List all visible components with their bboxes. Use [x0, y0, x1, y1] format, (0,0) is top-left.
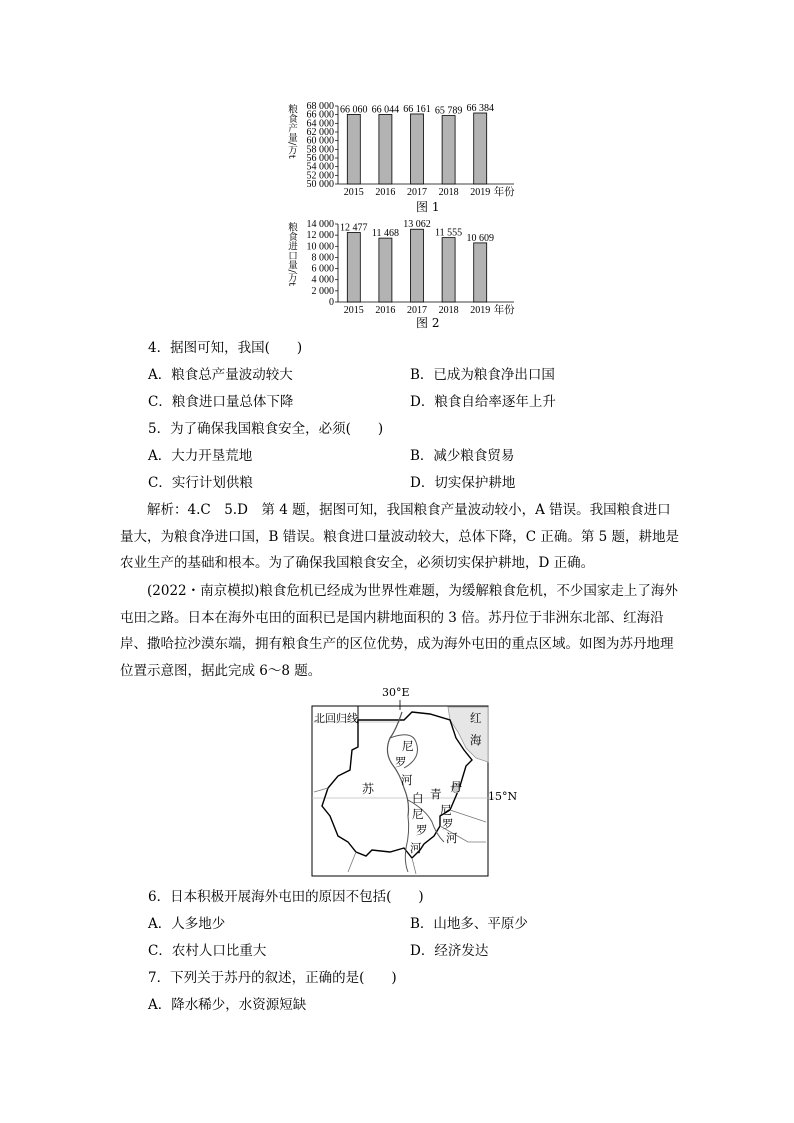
- figure-1: [282, 96, 542, 216]
- map-longitude-label: 30°E: [382, 686, 410, 699]
- figure-2-y-tick-label: 14 000: [306, 219, 334, 230]
- figure-2-y-tick-label: 2 000: [311, 285, 334, 297]
- question-6-stem: 6．日本积极开展海外屯田的原因不包括( ): [148, 889, 424, 905]
- question-4-option-c: C．粮食进口量总体下降: [148, 394, 294, 410]
- figure-1-y-tick-label: 68 000: [306, 101, 334, 112]
- figure-1-x-tick-label: 2017: [407, 187, 427, 198]
- intro-paragraph: (2022・南京模拟)粮食危机已经成为世界性难题，为缓解粮食危机，不少国家走上了海外屯田之路。日本在海外屯田的面积已是国内耕地面积的 3 倍。苏丹位于非洲东北部、红海沿岸、撒哈拉沙漠东端，拥有粮食生产的区位优势，成为海外屯田的重点区域。如图为苏丹地理位置示意图，据此完成 6～8 题。: [120, 583, 678, 679]
- figure-2-x-axis-label: 年份: [493, 305, 515, 316]
- figure-1-bar-value-label: 65 789: [434, 105, 463, 117]
- figure-2-x-tick-label: 2017: [407, 305, 427, 316]
- figure-1-chart: [282, 96, 542, 200]
- question-5-option-c: C．实行计划供粮: [148, 475, 253, 491]
- question-5-option-b: B．减少粮食贸易: [410, 448, 515, 464]
- figure-1-y-tick-label: 60 000: [306, 135, 334, 147]
- figure-1-y-tick-label: 58 000: [306, 144, 334, 156]
- figure-2-bar-value-label: 10 609: [466, 232, 494, 244]
- figure-2-chart: [282, 214, 542, 318]
- question-4-stem: 4．据图可知，我国( ): [148, 340, 303, 356]
- map-blue-nile-4: 河: [446, 831, 458, 845]
- map-white-nile-3: 罗: [416, 823, 428, 837]
- figure-1-bar: [474, 113, 487, 184]
- question-6-option-b: B．山地多、平原少: [410, 916, 528, 932]
- map-white-nile-1: 白: [412, 791, 424, 805]
- question-4-option-b: B．已成为粮食净出口国: [410, 367, 555, 383]
- figure-2-bar-value-label: 13 062: [403, 219, 431, 231]
- figure-2-bar: [379, 238, 392, 302]
- map-latitude-label: 15°N: [488, 790, 518, 803]
- question-5-stem: 5．为了确保我国粮食安全，必须( ): [148, 421, 384, 437]
- figure-2-bar: [347, 232, 360, 302]
- map-sudan-2: 丹: [450, 780, 463, 794]
- figure-1-x-axis-label: 年份: [493, 187, 515, 198]
- figure-1-caption: 图 1: [416, 200, 440, 214]
- figure-1-x-tick-label: 2018: [438, 187, 459, 198]
- figure-2-y-tick-label: 8 000: [311, 252, 334, 264]
- figure-1-y-tick-label: 56 000: [306, 153, 334, 164]
- figure-2-y-tick-label: 12 000: [306, 230, 334, 242]
- figure-2-ylabel: 粮食进口量/万t: [286, 222, 297, 287]
- figure-2-y-tick-label: 4 000: [311, 274, 334, 286]
- figure-2-x-tick-label: 2016: [375, 305, 396, 316]
- question-7-stem: 7．下列关于苏丹的叙述，正确的是( ): [148, 970, 397, 986]
- question-5-option-d: D．切实保护耕地: [410, 475, 516, 491]
- figure-1-bar: [442, 116, 455, 184]
- figure-2-x-tick-label: 2018: [438, 305, 459, 316]
- question-4-option-d: D．粮食自给率逐年上升: [410, 394, 556, 410]
- figure-1-x-tick-label: 2019: [470, 187, 491, 198]
- figure-1-y-tick-label: 66 000: [306, 109, 334, 121]
- figure-1-x-tick-label: 2016: [375, 187, 396, 198]
- figure-2-bar-value-label: 11 555: [435, 227, 463, 239]
- map-tropic-label: 北回归线: [314, 712, 358, 725]
- map-blue-nile-3: 罗: [442, 817, 454, 831]
- figure-2-x-tick-label: 2019: [470, 305, 491, 316]
- figure-2-bar-value-label: 11 468: [371, 228, 399, 240]
- map-white-nile-4: 河: [410, 841, 422, 855]
- question-7-option-a: A．降水稀少，水资源短缺: [148, 997, 307, 1013]
- figure-1-ylabel: 粮食产量/万t: [286, 104, 297, 159]
- figure-1-bar: [411, 114, 424, 184]
- map-red-sea-1: 红: [470, 711, 482, 725]
- question-6-option-c: C．农村人口比重大: [148, 943, 267, 959]
- map-blue-nile-1: 青: [430, 787, 442, 801]
- figure-2-bar-value-label: 12 477: [340, 222, 368, 234]
- figure-2-x-tick-label: 2015: [343, 305, 364, 316]
- question-4-option-a: A．粮食总产量波动较大: [148, 367, 293, 383]
- figure-2-bar: [411, 229, 424, 302]
- figure-2-y-tick-label: 6 000: [311, 263, 334, 275]
- figure-2-y-tick-label: 10 000: [306, 241, 334, 253]
- figure-1-bar-value-label: 66 384: [466, 103, 494, 115]
- figure-2-bar: [474, 243, 487, 302]
- figure-2-caption: 图 2: [416, 316, 440, 330]
- map-red-sea-2: 海: [470, 733, 482, 747]
- map-nile-3: 河: [401, 773, 413, 787]
- figure-1-y-tick-label: 50 000: [306, 179, 334, 190]
- figure-1-bar-value-label: 66 060: [340, 104, 368, 116]
- map-nile-1: 尼: [402, 739, 414, 753]
- figure-1-y-tick-label: 64 000: [306, 118, 334, 130]
- question-6-option-a: A．人多地少: [148, 916, 226, 932]
- figure-1-bar: [347, 114, 360, 184]
- figure-1-bar: [379, 114, 392, 184]
- sudan-map: [300, 686, 530, 882]
- figure-2-y-tick-label: 0: [329, 297, 334, 308]
- figure-1-x-tick-label: 2015: [343, 187, 364, 198]
- map-white-nile-2: 尼: [412, 807, 424, 821]
- figure-1-y-tick-label: 54 000: [306, 161, 334, 173]
- map-blue-nile-2: 尼: [440, 803, 452, 817]
- figure-1-y-tick-label: 52 000: [306, 170, 334, 182]
- question-6-option-d: D．经济发达: [410, 943, 489, 959]
- figure-2-bar: [442, 238, 455, 302]
- map-sudan-1: 苏: [362, 782, 375, 796]
- question-5-option-a: A．大力开垦荒地: [148, 448, 253, 464]
- analysis-paragraph: 解析：4.C 5.D 第 4 题，据图可知，我国粮食产量波动较小，A 错误。我国粮食进口量大，为粮食净进口国，B 错误。粮食进口量波动较大，总体下降，C 正确。第 5 题，耕地是农业生产的基础和根本。为了确保我国粮食安全，必须切实保护耕地，D 正确。: [120, 502, 680, 571]
- figure-1-bar-value-label: 66 161: [403, 103, 431, 115]
- figure-1-bar-value-label: 66 044: [371, 104, 400, 116]
- figure-1-y-tick-label: 62 000: [306, 127, 334, 138]
- figure-2: [282, 214, 542, 332]
- map-nile-2: 罗: [395, 755, 407, 769]
